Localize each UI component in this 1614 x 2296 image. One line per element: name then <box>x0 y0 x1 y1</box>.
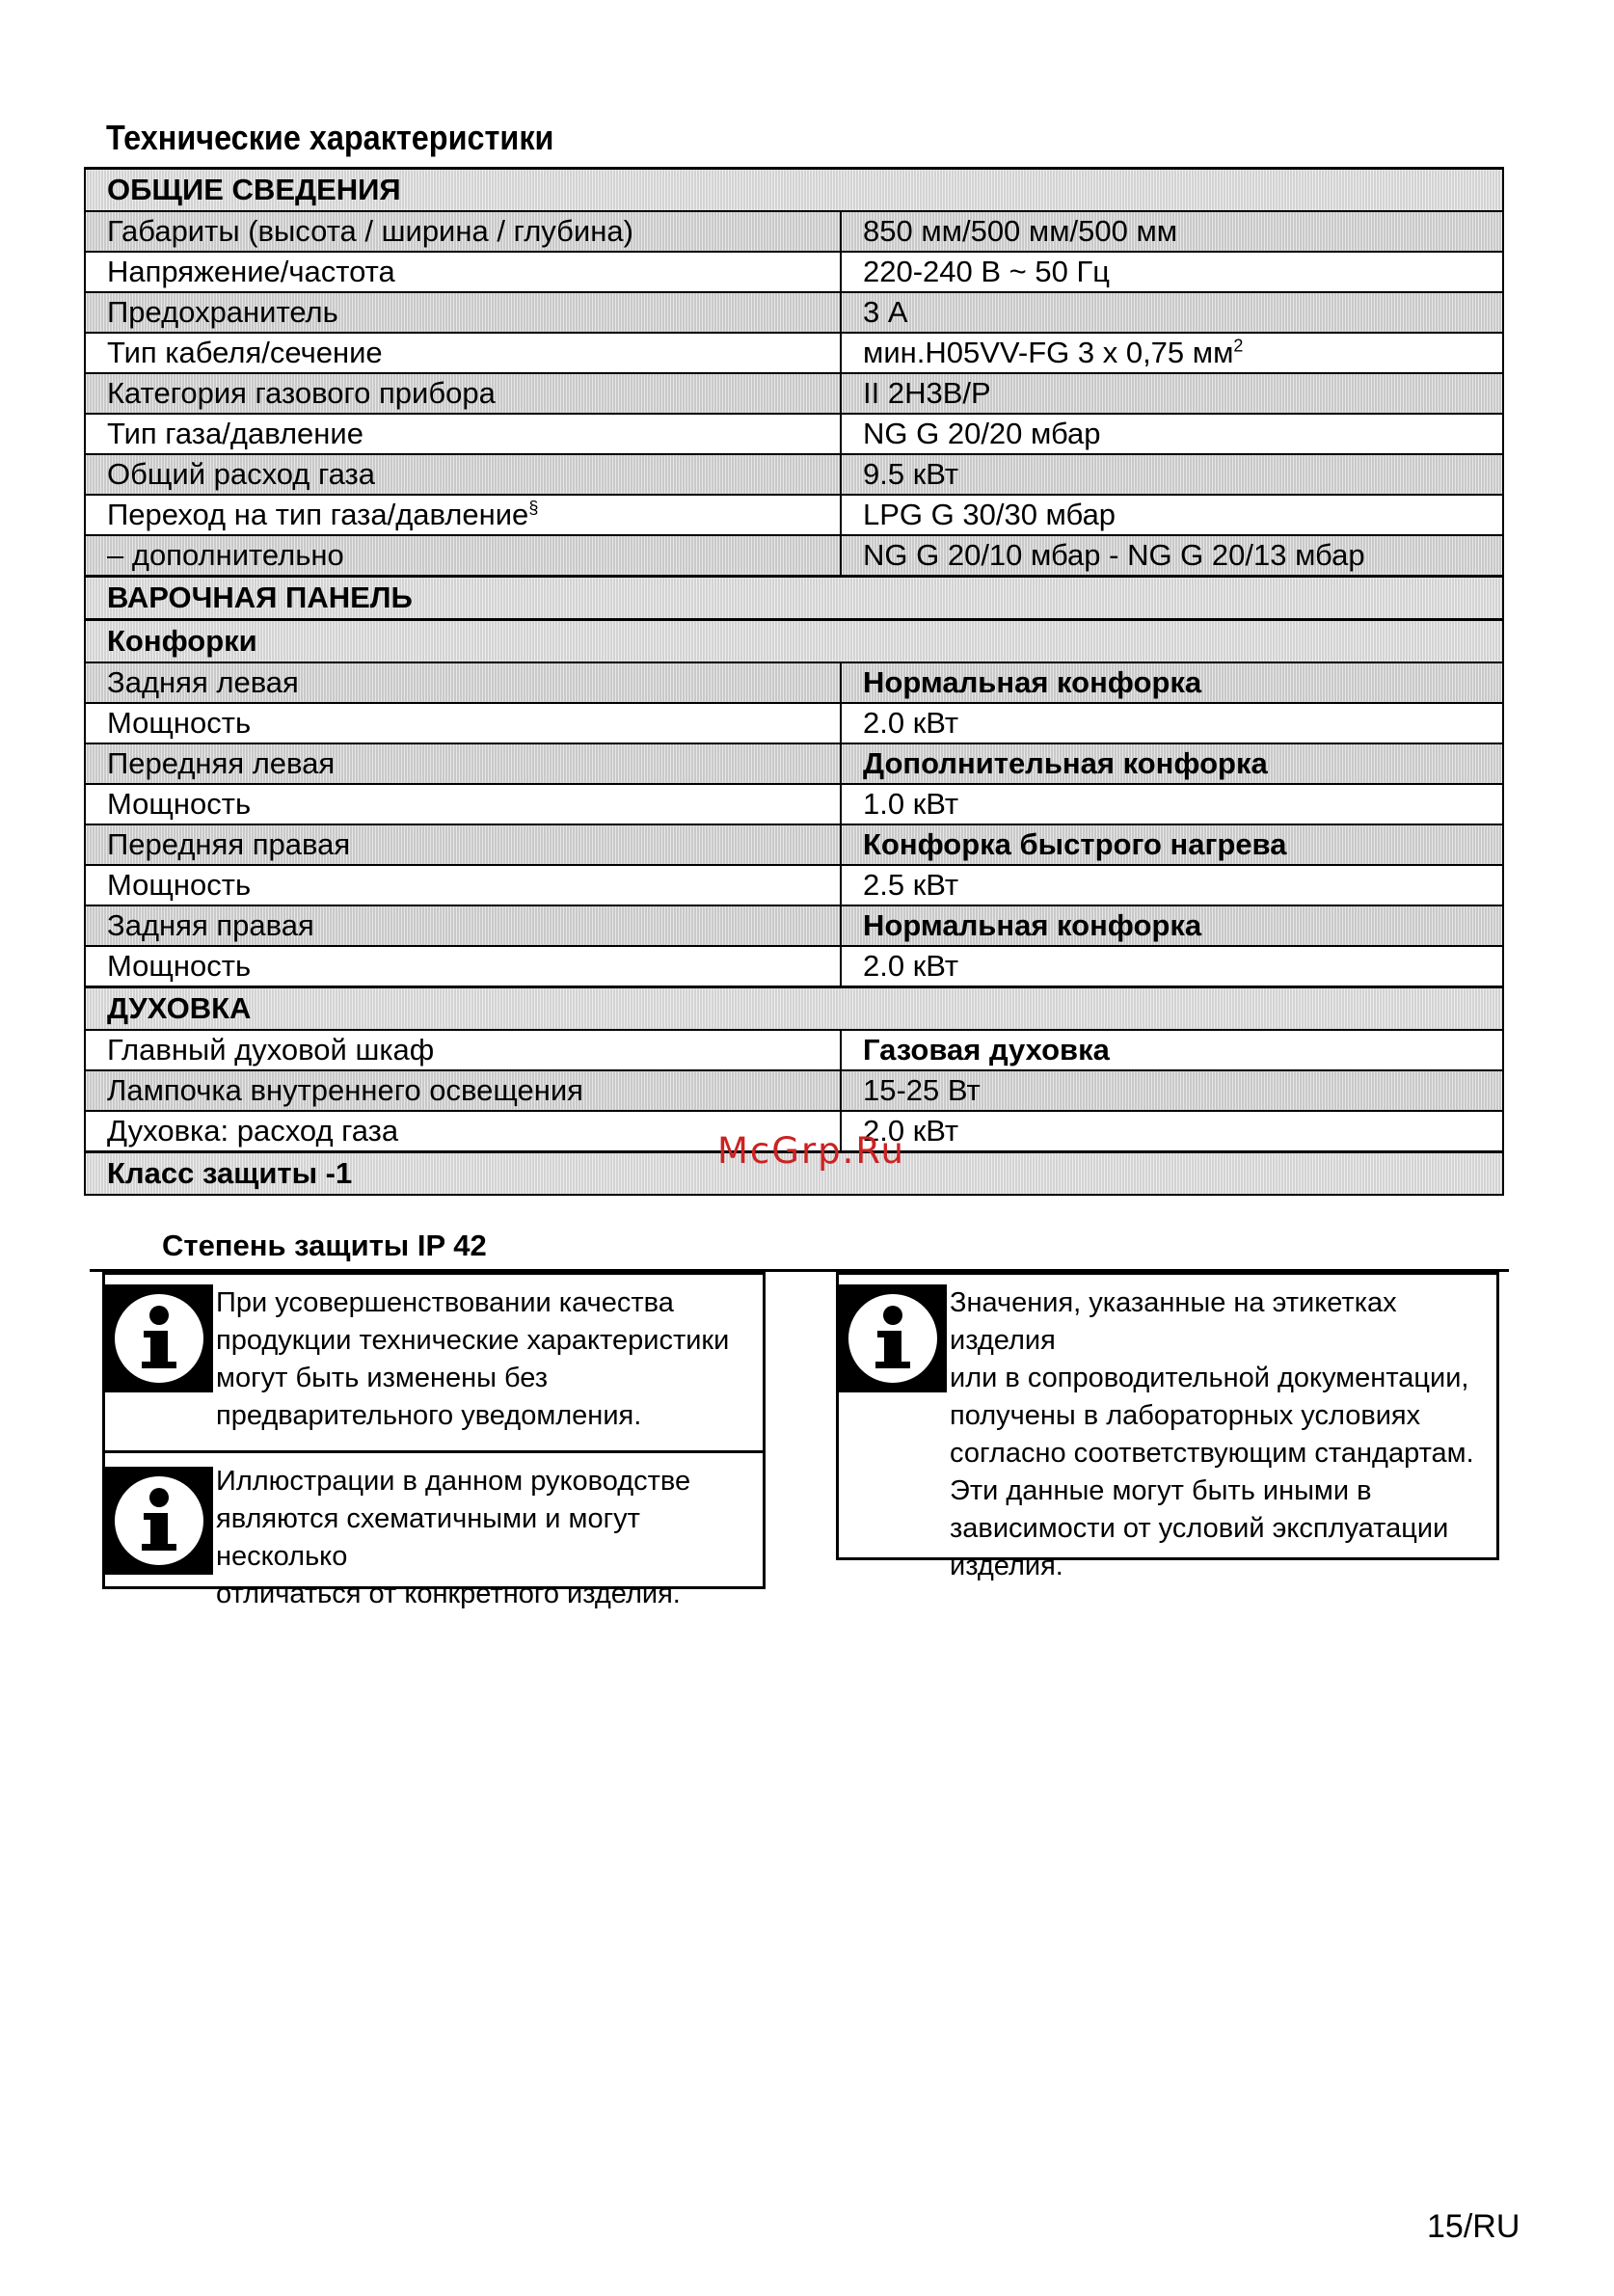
spec-table <box>84 167 1504 1196</box>
row-value <box>841 824 1503 865</box>
row-label: – дополнительно <box>85 535 841 577</box>
row-label <box>85 495 841 535</box>
info-icon <box>105 1467 213 1575</box>
row-value-bold: Газовая духовка <box>863 1033 1110 1067</box>
table-row <box>85 662 1503 703</box>
table-row <box>85 824 1503 865</box>
section-header: ОБЩИЕ СВЕДЕНИЯ <box>85 169 1503 212</box>
row-label: Лампочка внутреннего освещения <box>85 1070 841 1111</box>
row-label: Габариты (высота / ширина / глубина) <box>85 211 841 252</box>
row-label: Главный духовой шкаф <box>85 1030 841 1070</box>
table-row <box>85 743 1503 784</box>
row-value <box>841 743 1503 784</box>
watermark: McGrp.Ru <box>717 1130 905 1172</box>
row-value: LPG G 30/30 мбар <box>841 495 1503 535</box>
row-label: Мощность <box>85 865 841 905</box>
row-label: Напряжение/частота <box>85 252 841 292</box>
row-label: Передняя правая <box>85 824 841 865</box>
row-value: 2.0 кВт <box>841 703 1503 743</box>
row-label-text: Переход на тип газа/давление <box>107 498 529 531</box>
row-value: 850 мм/500 мм/500 мм <box>841 211 1503 252</box>
row-value: 2.0 кВт <box>841 946 1503 987</box>
row-label: Задняя левая <box>85 662 841 703</box>
protection-degree: Степень защиты IP 42 <box>162 1229 487 1262</box>
page-title: Технические характеристики <box>106 118 554 157</box>
info-icon <box>105 1284 213 1392</box>
note-text: Значения, указанные на этикетках изделия или в сопроводительной документации, получены в лабораторных условиях согласно соответствующим стандартам. Эти данные могут быть иными в зависимости от условий эксплуатации изделия. <box>950 1287 1474 1581</box>
table-row <box>85 784 1503 824</box>
row-label: Духовка: расход газа <box>85 1111 841 1152</box>
row-label: Предохранитель <box>85 292 841 333</box>
table-row <box>85 292 1503 333</box>
table-row <box>85 1070 1503 1111</box>
table-row <box>85 373 1503 414</box>
section-header: ВАРОЧНАЯ ПАНЕЛЬ <box>85 577 1503 620</box>
row-value-bold: Конфорка быстрого нагрева <box>863 827 1287 861</box>
row-value: 9.5 кВт <box>841 454 1503 495</box>
row-value: NG G 20/10 мбар - NG G 20/13 мбар <box>841 535 1503 577</box>
row-label: Тип кабеля/сечение <box>85 333 841 373</box>
row-value-bold: Дополнительная конфорка <box>863 746 1268 780</box>
row-label: Передняя левая <box>85 743 841 784</box>
note <box>105 1450 763 1609</box>
note-text: При усовершенствовании качества продукции технические характеристики могут быть изменены без предварительного уведомления. <box>216 1287 730 1431</box>
section-header: Класс защиты -1 <box>85 1152 1503 1196</box>
row-label: Задняя правая <box>85 905 841 946</box>
table-row <box>85 1030 1503 1070</box>
row-value: 2.5 кВт <box>841 865 1503 905</box>
table-row <box>85 946 1503 987</box>
row-label: Общий расход газа <box>85 454 841 495</box>
page-number: 15/RU <box>1427 2208 1520 2245</box>
row-label: Тип газа/давление <box>85 414 841 454</box>
table-row <box>85 252 1503 292</box>
row-value: 2.0 кВт <box>841 1111 1503 1152</box>
row-value-bold: Нормальная конфорка <box>863 908 1202 942</box>
row-value <box>841 905 1503 946</box>
row-value: 15-25 Вт <box>841 1070 1503 1111</box>
row-value: 3 А <box>841 292 1503 333</box>
table-row <box>85 865 1503 905</box>
row-value: 220-240 В ~ 50 Гц <box>841 252 1503 292</box>
section-header: Конфорки <box>85 620 1503 663</box>
table-row <box>85 333 1503 373</box>
row-value <box>841 1030 1503 1070</box>
table-row <box>85 454 1503 495</box>
row-value <box>841 662 1503 703</box>
table-row <box>85 905 1503 946</box>
info-icon <box>839 1284 947 1392</box>
superscript: 2 <box>1233 336 1244 356</box>
section-general <box>85 169 1503 212</box>
table-row <box>85 535 1503 577</box>
note-box-right <box>836 1272 1499 1581</box>
row-value-bold: Нормальная конфорка <box>863 665 1202 699</box>
superscript: § <box>528 498 539 518</box>
row-value: 1.0 кВт <box>841 784 1503 824</box>
note-text: Иллюстрации в данном руководстве являются схематичными и могут несколько отличаться от конкретного изделия. <box>216 1466 691 1609</box>
row-label: Мощность <box>85 946 841 987</box>
table-row <box>85 211 1503 252</box>
table-row <box>85 495 1503 535</box>
section-header: ДУХОВКА <box>85 987 1503 1031</box>
table-row <box>85 414 1503 454</box>
note <box>839 1275 1496 1581</box>
row-value: NG G 20/20 мбар <box>841 414 1503 454</box>
row-label: Мощность <box>85 784 841 824</box>
section-oven <box>85 987 1503 1031</box>
note-box-left <box>102 1272 766 1609</box>
table-row <box>85 703 1503 743</box>
row-value-text: мин.H05VV-FG 3 x 0,75 мм <box>863 336 1234 369</box>
section-burners <box>85 620 1503 663</box>
row-value: II 2H3B/P <box>841 373 1503 414</box>
row-label: Мощность <box>85 703 841 743</box>
row-value <box>841 333 1503 373</box>
note <box>105 1275 763 1450</box>
row-label: Категория газового прибора <box>85 373 841 414</box>
section-hob <box>85 577 1503 620</box>
